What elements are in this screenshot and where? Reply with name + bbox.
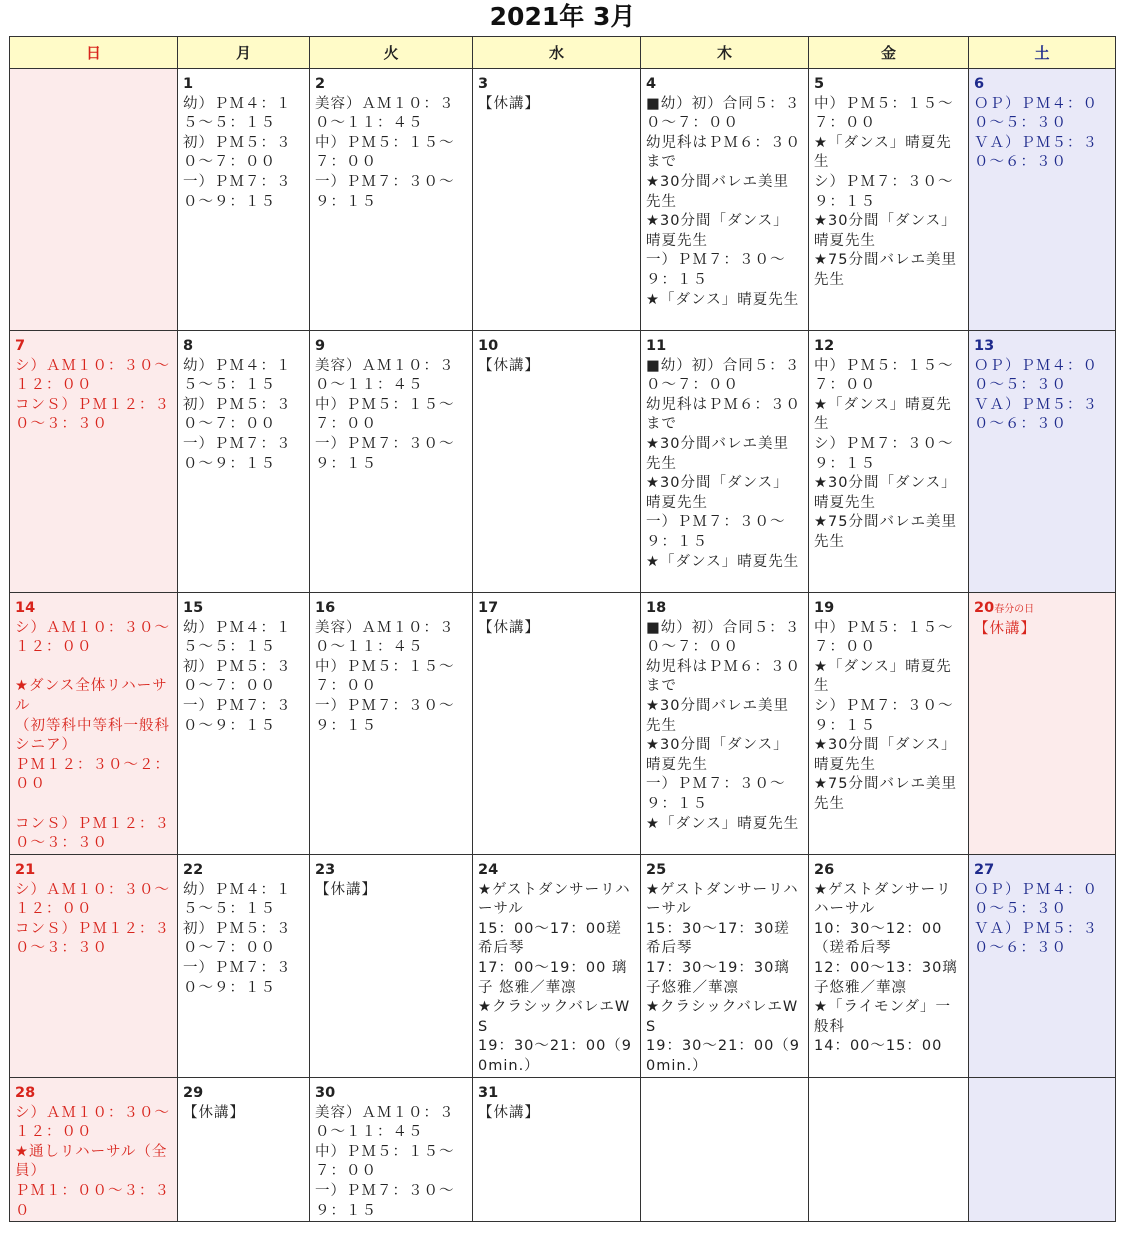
schedule-entry: シ）ＰＭ７：３０〜９：１５ [814, 435, 954, 472]
day-cell [178, 1078, 310, 1222]
schedule-entry: ★クラシックバレエWS [646, 999, 799, 1035]
schedule-entry: 17：30〜19：30璃子悠雅／華凛 [646, 959, 790, 996]
calendar-grid [9, 36, 1116, 1222]
schedule-entry: ★通しリハーサル（全員） [15, 1143, 168, 1180]
schedule-entry: シ）ＡＭ１０：３０〜１２：００ [15, 1104, 170, 1141]
schedule-entry: 中）ＰＭ５：１５〜７：００ [814, 95, 954, 132]
day-number [183, 337, 305, 357]
schedule-entry: ＶＡ）ＰＭ５：３０〜６：３０ [974, 396, 1098, 433]
schedule-entry: ■幼）初）合同５：３０〜７：００ [646, 619, 801, 656]
day-number-text: 20 [974, 600, 995, 616]
schedule-entry: 一）ＰＭ７：３０〜９：１５ [183, 959, 292, 996]
schedule-entry: 19：30〜21：00（90min.） [478, 1038, 633, 1074]
schedule-entry: ＯＰ）ＰＭ４：００〜５：３０ [974, 881, 1098, 918]
schedule-entry: 【休講】 [478, 95, 540, 112]
day-number-text: 9 [315, 338, 326, 354]
day-cell [178, 69, 310, 331]
schedule-entry: 一）ＰＭ７：３０〜９：１５ [183, 173, 292, 210]
schedule-entry: ★75分間バレエ美里先生 [814, 252, 957, 288]
schedule-entry: シ）ＰＭ７：３０〜９：１５ [814, 173, 954, 210]
schedule-entry: 一）ＰＭ７：３０〜９：１５ [646, 776, 786, 812]
schedule-entry: 一）ＰＭ７：３０〜９：１５ [315, 435, 455, 472]
schedule-entry: ★ゲストダンサーリハーサル [646, 881, 799, 918]
weekday-fri: 金 [809, 37, 969, 69]
schedule-entry: 幼児科はＰＭ６：３０まで [646, 396, 801, 433]
schedule-entry: 中）ＰＭ５：１５〜７：００ [814, 619, 954, 656]
day-cell [310, 331, 473, 593]
schedule-entry: 17：00〜19：00 璃子 悠雅／華凛 [478, 959, 628, 996]
schedule-entry: 幼）ＰＭ４：１５〜５：１５ [183, 881, 292, 918]
schedule-entry: 美容）ＡＭ１０：３０〜１１：４５ [315, 95, 455, 132]
schedule-entry: 一）ＰＭ７：３０〜９：１５ [183, 697, 292, 734]
schedule-entry: 【休講】 [478, 357, 540, 374]
day-number-text: 17 [478, 600, 499, 616]
day-cell [809, 593, 969, 855]
day-number [646, 599, 804, 619]
day-number-text: 3 [478, 76, 489, 92]
day-number-text: 25 [646, 862, 667, 878]
schedule-entry: 【休講】 [478, 1104, 540, 1121]
schedule-entry: 中）ＰＭ５：１５〜７：００ [814, 357, 954, 394]
schedule-entry: ＰＭ１２：３０〜２：００ [15, 756, 170, 793]
week-row [10, 69, 1116, 331]
schedule-entry: 幼）ＰＭ４：１５〜５：１５ [183, 95, 292, 132]
schedule-entry: ★ダンス全体リハーサル [15, 678, 168, 714]
day-number-text: 4 [646, 76, 657, 92]
day-number [315, 75, 468, 95]
day-number-text: 2 [315, 76, 326, 92]
day-number-text: 13 [974, 338, 995, 354]
holiday-name: 春分の日 [994, 604, 1035, 615]
day-number [183, 1084, 305, 1104]
schedule-entry: ■幼）初）合同５：３０〜７：００ [646, 357, 801, 394]
day-cell [10, 855, 178, 1078]
day-number [646, 337, 804, 357]
schedule-entry: 中）ＰＭ５：１５〜７：００ [315, 1143, 455, 1180]
day-number [15, 861, 173, 881]
schedule-entry: 【休講】 [974, 620, 1036, 637]
schedule-entry: 美容）ＡＭ１０：３０〜１１：４５ [315, 357, 455, 394]
schedule-entry: ＶＡ）ＰＭ５：３０〜６：３０ [974, 134, 1098, 171]
schedule-entry: ★75分間バレエ美里先生 [814, 776, 957, 812]
day-number [15, 1084, 173, 1104]
schedule-entry: ＯＰ）ＰＭ４：００〜５：３０ [974, 95, 1098, 132]
day-cell [473, 331, 641, 593]
day-cell [10, 593, 178, 855]
schedule-entry: ★ゲストダンサーリハーサル [814, 881, 952, 918]
day-cell [10, 331, 178, 593]
schedule-entry: 美容）ＡＭ１０：３０〜１１：４５ [315, 619, 455, 656]
schedule-entry: ★「ダンス」晴夏先生 [646, 553, 800, 570]
day-number-text: 8 [183, 338, 194, 354]
weekday-tue: 火 [310, 37, 473, 69]
schedule-entry: 15：00〜17：00瑳希后琴 [478, 920, 622, 957]
day-number [814, 75, 964, 95]
day-cell [641, 1078, 809, 1222]
day-number [974, 75, 1111, 95]
day-number [315, 599, 468, 619]
weekday-wed: 水 [473, 37, 641, 69]
schedule-entry: 中）ＰＭ５：１５〜７：００ [315, 134, 455, 171]
schedule-entry: シ）ＡＭ１０：３０〜１２：００ [15, 619, 170, 656]
schedule-entry: シ）ＰＭ７：３０〜９：１５ [814, 697, 954, 734]
day-number [183, 75, 305, 95]
schedule-entry: （初等科中等科一般科シニア） [15, 717, 170, 754]
schedule-entry: 15：30〜17：30瑳希后琴 [646, 920, 790, 957]
day-number [183, 861, 305, 881]
week-row [10, 855, 1116, 1078]
schedule-entry: 一）ＰＭ７：３０〜９：１５ [183, 435, 292, 472]
schedule-entry: ★「ライモンダ」一般科 [814, 999, 951, 1035]
day-number-text: 24 [478, 862, 499, 878]
schedule-entry: 幼児科はＰＭ６：３０まで [646, 658, 801, 695]
day-number-text: 10 [478, 338, 499, 354]
day-cell [178, 855, 310, 1078]
day-number-text: 18 [646, 600, 667, 616]
schedule-entry: 一）ＰＭ７：３０〜９：１５ [315, 173, 455, 210]
day-number [646, 861, 804, 881]
schedule-entry: 10：30〜12：00（瑳希后琴 [814, 920, 943, 957]
schedule-entry: 初）ＰＭ５：３０〜７：００ [183, 658, 292, 695]
day-number-text: 5 [814, 76, 825, 92]
day-cell [178, 331, 310, 593]
day-number-text: 15 [183, 600, 204, 616]
schedule-entry: 幼）ＰＭ４：１５〜５：１５ [183, 357, 292, 394]
day-number-text: 22 [183, 862, 204, 878]
schedule-entry: 中）ＰＭ５：１５〜７：００ [315, 396, 455, 433]
schedule-entry: 一）ＰＭ７：３０〜９：１５ [646, 252, 786, 288]
day-cell [473, 69, 641, 331]
schedule-entry: シ）ＡＭ１０：３０〜１２：００ [15, 357, 170, 394]
schedule-entry: ★30分間「ダンス」晴夏先生 [646, 737, 789, 773]
schedule-entry: 一）ＰＭ７：３０〜９：１５ [646, 514, 786, 550]
schedule-entry: ★ゲストダンサーリハーサル [478, 881, 631, 918]
schedule-entry: 12：00〜13：30璃子悠雅／華凛 [814, 959, 958, 996]
schedule-entry: ★30分間「ダンス」晴夏先生 [814, 737, 957, 773]
schedule-entry: 幼）ＰＭ４：１５〜５：１５ [183, 619, 292, 656]
day-number-text: 21 [15, 862, 36, 878]
day-number [315, 337, 468, 357]
day-cell [969, 331, 1116, 593]
schedule-entry: 【休講】 [315, 881, 377, 898]
schedule-entry: ★クラシックバレエWS [478, 999, 631, 1035]
schedule-entry: シ）ＡＭ１０：３０〜１２：００ [15, 881, 170, 918]
day-cell [809, 855, 969, 1078]
schedule-entry: 幼児科はＰＭ６：３０まで [646, 134, 801, 171]
schedule-entry: ★30分間「ダンス」晴夏先生 [646, 475, 789, 511]
day-cell [473, 855, 641, 1078]
day-number-text: 19 [814, 600, 835, 616]
week-row [10, 593, 1116, 855]
day-number-text: 27 [974, 862, 995, 878]
schedule-entry: ★30分間バレエ美里先生 [646, 173, 789, 210]
day-number-text: 6 [974, 76, 985, 92]
weekday-thu: 木 [641, 37, 809, 69]
schedule-entry: ★「ダンス」晴夏先生 [646, 815, 800, 832]
schedule-entry: 一）ＰＭ７：３０〜９：１５ [315, 1182, 455, 1219]
day-number-text: 12 [814, 338, 835, 354]
day-number [814, 337, 964, 357]
day-number-text: 11 [646, 338, 667, 354]
weekday-header-row [10, 37, 1116, 69]
weekday-sun: 日 [10, 37, 178, 69]
schedule-entry: ★75分間バレエ美里先生 [814, 514, 957, 550]
day-number-text: 29 [183, 1085, 204, 1101]
day-number-text: 7 [15, 338, 26, 354]
schedule-entry [15, 795, 173, 815]
day-number-text: 28 [15, 1085, 36, 1101]
day-number-text: 30 [315, 1085, 336, 1101]
schedule-entry: ＶＡ）ＰＭ５：３０〜６：３０ [974, 920, 1098, 957]
schedule-entry: 初）ＰＭ５：３０〜７：００ [183, 920, 292, 957]
schedule-entry: コンＳ）ＰＭ１２：３０〜３：３０ [15, 396, 170, 433]
day-cell [641, 69, 809, 331]
day-number [315, 861, 468, 881]
day-number-text: 14 [15, 600, 36, 616]
day-number-text: 31 [478, 1085, 499, 1101]
day-number [15, 599, 173, 619]
day-number [15, 337, 173, 357]
schedule-entry: ★30分間バレエ美里先生 [646, 435, 789, 472]
schedule-entry: ★「ダンス」晴夏先生 [646, 291, 800, 308]
calendar-title: 2021年 3月 [489, 2, 636, 31]
schedule-entry [15, 658, 173, 678]
day-number [183, 599, 305, 619]
schedule-entry: 一）ＰＭ７：３０〜９：１５ [315, 697, 455, 734]
week-row [10, 331, 1116, 593]
day-number-text: 1 [183, 76, 194, 92]
schedule-entry: 初）ＰＭ５：３０〜７：００ [183, 396, 292, 433]
day-cell [969, 855, 1116, 1078]
day-cell [641, 331, 809, 593]
day-cell [969, 1078, 1116, 1222]
schedule-entry: コンＳ）ＰＭ１２：３０〜３：３０ [15, 815, 170, 852]
week-row [10, 1078, 1116, 1222]
day-cell [310, 593, 473, 855]
schedule-entry: ★30分間バレエ美里先生 [646, 697, 789, 734]
day-number-text: 23 [315, 862, 336, 878]
schedule-entry: ★30分間「ダンス」晴夏先生 [814, 213, 957, 249]
day-cell [178, 593, 310, 855]
day-cell [10, 1078, 178, 1222]
schedule-entry: 【休講】 [183, 1104, 245, 1121]
day-cell [641, 593, 809, 855]
schedule-entry: ★「ダンス」晴夏先生 [814, 658, 952, 695]
day-cell [310, 69, 473, 331]
day-number [646, 75, 804, 95]
schedule-entry: 【休講】 [478, 619, 540, 636]
day-number [478, 861, 636, 881]
day-cell [10, 69, 178, 331]
day-number-text: 16 [315, 600, 336, 616]
day-cell [809, 69, 969, 331]
day-cell [473, 1078, 641, 1222]
day-number [478, 337, 636, 357]
day-cell [641, 855, 809, 1078]
schedule-entry: コンＳ）ＰＭ１２：３０〜３：３０ [15, 920, 170, 957]
day-number [478, 75, 636, 95]
day-number [315, 1084, 468, 1104]
schedule-entry: ■幼）初）合同５：３０〜７：００ [646, 95, 801, 132]
day-cell [969, 593, 1116, 855]
schedule-entry: 19：30〜21：00（90min.） [646, 1038, 801, 1074]
day-cell [310, 1078, 473, 1222]
day-number-text: 26 [814, 862, 835, 878]
schedule-entry: ★「ダンス」晴夏先生 [814, 396, 952, 433]
schedule-entry: ＰＭ１：００〜３：３０ [15, 1182, 170, 1219]
schedule-entry: ★「ダンス」晴夏先生 [814, 134, 952, 171]
weekday-sat: 土 [969, 37, 1116, 69]
schedule-entry: 美容）ＡＭ１０：３０〜１１：４５ [315, 1104, 455, 1141]
day-number [974, 599, 1111, 620]
day-number [478, 599, 636, 619]
weekday-mon: 月 [178, 37, 310, 69]
day-number [974, 861, 1111, 881]
schedule-entry: ★30分間「ダンス」晴夏先生 [646, 213, 789, 249]
day-cell [310, 855, 473, 1078]
schedule-entry: ＯＰ）ＰＭ４：００〜５：３０ [974, 357, 1098, 394]
schedule-entry: ★30分間「ダンス」晴夏先生 [814, 475, 957, 511]
day-cell [969, 69, 1116, 331]
day-number [478, 1084, 636, 1104]
day-number [814, 861, 964, 881]
day-cell [473, 593, 641, 855]
day-cell [809, 331, 969, 593]
schedule-entry: 中）ＰＭ５：１５〜７：００ [315, 658, 455, 695]
schedule-entry: 初）ＰＭ５：３０〜７：００ [183, 134, 292, 171]
day-number [814, 599, 964, 619]
day-cell [809, 1078, 969, 1222]
schedule-entry: 14：00〜15：00 [814, 1038, 943, 1055]
day-number [974, 337, 1111, 357]
